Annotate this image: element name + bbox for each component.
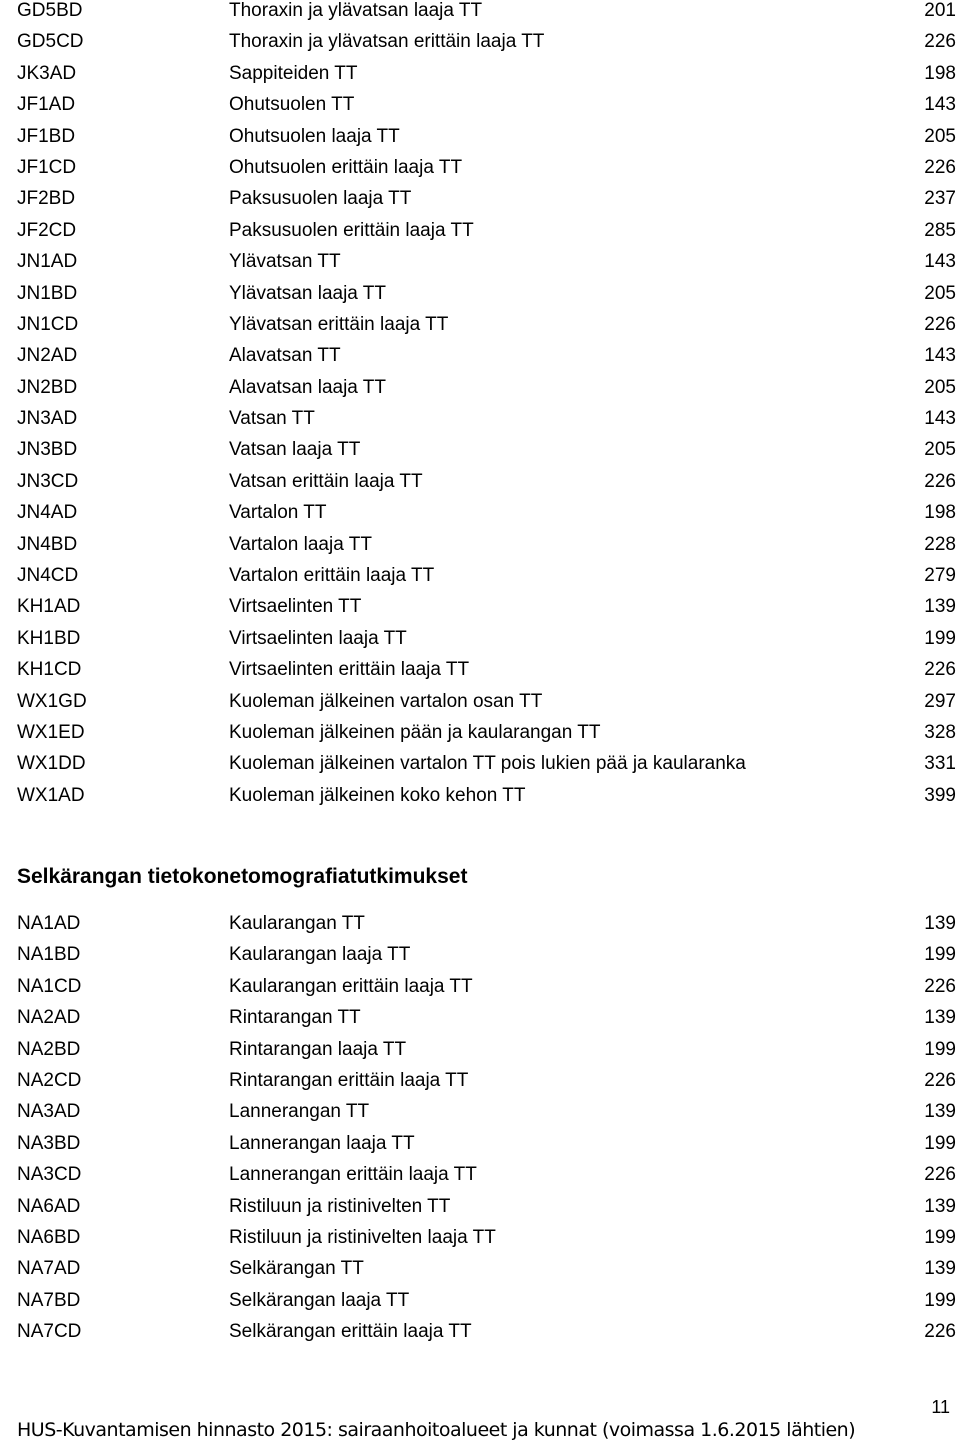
procedure-price: 226 xyxy=(924,659,956,681)
procedure-description: Kaularangan laaja TT xyxy=(229,944,411,966)
procedure-description: Selkärangan laaja TT xyxy=(229,1289,410,1311)
procedure-code: NA1CD xyxy=(17,975,82,997)
procedure-price: 139 xyxy=(924,1258,956,1280)
procedure-code: JN4AD xyxy=(17,502,78,524)
procedure-description: Virtsaelinten erittäin laaja TT xyxy=(229,659,470,681)
procedure-description: Virtsaelinten laaja TT xyxy=(229,627,407,649)
table-row xyxy=(0,1034,960,1065)
procedure-code: WX1AD xyxy=(17,784,85,806)
procedure-price: 297 xyxy=(924,690,956,712)
procedure-price: 328 xyxy=(924,721,956,743)
table-row xyxy=(0,1002,960,1033)
table-row xyxy=(0,215,960,246)
procedure-price: 199 xyxy=(924,627,956,649)
procedure-description: Ohutsuolen TT xyxy=(229,94,355,116)
procedure-price: 331 xyxy=(924,753,956,775)
procedure-price: 279 xyxy=(924,565,956,587)
table-row xyxy=(0,1253,960,1284)
procedure-code: NA7BD xyxy=(17,1289,81,1311)
procedure-description: Virtsaelinten TT xyxy=(229,596,362,618)
table-row xyxy=(0,623,960,654)
table-row xyxy=(0,89,960,120)
table-row xyxy=(0,1065,960,1096)
procedure-description: Vatsan erittäin laaja TT xyxy=(229,470,423,492)
procedure-code: GD5CD xyxy=(17,31,84,53)
procedure-code: JN3CD xyxy=(17,470,79,492)
procedure-code: JN1CD xyxy=(17,313,79,335)
table-row xyxy=(0,121,960,152)
procedure-price: 139 xyxy=(924,913,956,934)
table-row xyxy=(0,591,960,622)
procedure-price: 226 xyxy=(924,313,956,335)
procedure-description: Rintarangan erittäin laaja TT xyxy=(229,1069,469,1091)
procedure-price: 205 xyxy=(924,439,956,461)
table-row xyxy=(0,434,960,465)
procedure-price: 199 xyxy=(924,1132,956,1154)
procedure-description: Ristiluun ja ristinivelten TT xyxy=(229,1195,451,1217)
table-row xyxy=(0,654,960,685)
procedure-code: NA3BD xyxy=(17,1132,81,1154)
procedure-description: Paksusuolen erittäin laaja TT xyxy=(229,219,474,241)
procedure-description: Ristiluun ja ristinivelten laaja TT xyxy=(229,1226,496,1248)
procedure-description: Ohutsuolen erittäin laaja TT xyxy=(229,156,463,178)
procedure-description: Ylävatsan laaja TT xyxy=(229,282,387,304)
procedure-code: KH1CD xyxy=(17,659,82,681)
table-row xyxy=(0,309,960,340)
procedure-price: 237 xyxy=(924,188,956,210)
price-table-spine xyxy=(0,908,960,1347)
table-row xyxy=(0,686,960,717)
table-row xyxy=(0,466,960,497)
procedure-description: Ylävatsan erittäin laaja TT xyxy=(229,313,449,335)
procedure-code: JN3BD xyxy=(17,439,78,461)
table-row xyxy=(0,1128,960,1159)
procedure-description: Ylävatsan TT xyxy=(229,251,341,273)
procedure-code: NA2AD xyxy=(17,1007,81,1029)
procedure-code: JN1AD xyxy=(17,251,78,273)
procedure-description: Vatsan laaja TT xyxy=(229,439,361,461)
procedure-price: 199 xyxy=(924,944,956,966)
procedure-description: Rintarangan laaja TT xyxy=(229,1038,407,1060)
procedure-code: JN1BD xyxy=(17,282,78,304)
procedure-price: 226 xyxy=(924,1321,956,1343)
table-row xyxy=(0,340,960,371)
table-row xyxy=(0,748,960,779)
procedure-description: Sappiteiden TT xyxy=(229,62,358,84)
procedure-description: Thoraxin ja ylävatsan erittäin laaja TT xyxy=(229,31,545,53)
procedure-description: Kaularangan erittäin laaja TT xyxy=(229,975,473,997)
procedure-code: NA1BD xyxy=(17,944,81,966)
procedure-code: KH1AD xyxy=(17,596,81,618)
table-row xyxy=(0,1096,960,1127)
procedure-price: 226 xyxy=(924,31,956,53)
table-row xyxy=(0,1159,960,1190)
table-row xyxy=(0,560,960,591)
procedure-description: Lannerangan erittäin laaja TT xyxy=(229,1164,477,1186)
procedure-description: Kaularangan TT xyxy=(229,913,365,934)
procedure-code: JN4BD xyxy=(17,533,78,555)
procedure-description: Kuoleman jälkeinen pään ja kaularangan TT xyxy=(229,721,601,743)
procedure-price: 198 xyxy=(924,502,956,524)
procedure-code: JN2BD xyxy=(17,376,78,398)
procedure-code: NA2BD xyxy=(17,1038,81,1060)
procedure-description: Rintarangan TT xyxy=(229,1007,361,1029)
procedure-code: JF2BD xyxy=(17,188,76,210)
procedure-description: Kuoleman jälkeinen koko kehon TT xyxy=(229,784,526,806)
procedure-code: NA1AD xyxy=(17,913,81,934)
procedure-code: JF1CD xyxy=(17,156,77,178)
table-row xyxy=(0,278,960,309)
procedure-price: 226 xyxy=(924,156,956,178)
procedure-price: 205 xyxy=(924,282,956,304)
procedure-price: 201 xyxy=(924,0,956,21)
procedure-code: WX1ED xyxy=(17,721,85,743)
procedure-code: JF1BD xyxy=(17,125,76,147)
procedure-price: 143 xyxy=(924,251,956,273)
procedure-description: Vatsan TT xyxy=(229,408,315,430)
procedure-price: 143 xyxy=(924,345,956,367)
procedure-code: NA2CD xyxy=(17,1069,82,1091)
procedure-price: 143 xyxy=(924,408,956,430)
procedure-price: 198 xyxy=(924,62,956,84)
procedure-code: JF2CD xyxy=(17,219,77,241)
procedure-description: Ohutsuolen laaja TT xyxy=(229,125,400,147)
procedure-price: 139 xyxy=(924,1195,956,1217)
procedure-description: Kuoleman jälkeinen vartalon osan TT xyxy=(229,690,543,712)
procedure-price: 205 xyxy=(924,376,956,398)
procedure-description: Alavatsan laaja TT xyxy=(229,376,387,398)
table-row xyxy=(0,1191,960,1222)
procedure-code: NA7AD xyxy=(17,1258,81,1280)
procedure-price: 139 xyxy=(924,596,956,618)
procedure-code: NA3CD xyxy=(17,1164,82,1186)
procedure-price: 139 xyxy=(924,1101,956,1123)
table-row xyxy=(0,529,960,560)
procedure-description: Selkärangan erittäin laaja TT xyxy=(229,1321,472,1343)
table-row xyxy=(0,372,960,403)
table-row xyxy=(0,939,960,970)
procedure-code: JN2AD xyxy=(17,345,78,367)
procedure-price: 139 xyxy=(924,1007,956,1029)
procedure-code: WX1DD xyxy=(17,753,86,775)
procedure-code: JK3AD xyxy=(17,62,77,84)
procedure-description: Paksusuolen laaja TT xyxy=(229,188,412,210)
procedure-price: 205 xyxy=(924,125,956,147)
procedure-price: 285 xyxy=(924,219,956,241)
footer-text: HUS-Kuvantamisen hinnasto 2015: sairaanhoitoalueet ja kunnat (voimassa 1.6.2015 lähtien) xyxy=(17,1419,856,1441)
table-row xyxy=(0,971,960,1002)
procedure-code: GD5BD xyxy=(17,0,83,21)
procedure-code: NA3AD xyxy=(17,1101,81,1123)
procedure-price: 399 xyxy=(924,784,956,806)
procedure-code: NA6BD xyxy=(17,1226,81,1248)
table-row xyxy=(0,1316,960,1347)
procedure-description: Lannerangan TT xyxy=(229,1101,370,1123)
procedure-price: 226 xyxy=(924,470,956,492)
section-heading-spine: Selkärangan tietokonetomografiatutkimukset xyxy=(17,865,468,888)
procedure-description: Vartalon TT xyxy=(229,502,327,524)
table-row xyxy=(0,403,960,434)
procedure-code: WX1GD xyxy=(17,690,87,712)
procedure-price: 228 xyxy=(924,533,956,555)
procedure-description: Selkärangan TT xyxy=(229,1258,364,1280)
procedure-description: Lannerangan laaja TT xyxy=(229,1132,415,1154)
procedure-description: Kuoleman jälkeinen vartalon TT pois lukien pää ja kaularanka xyxy=(229,753,746,775)
procedure-price: 226 xyxy=(924,1069,956,1091)
procedure-price: 199 xyxy=(924,1226,956,1248)
table-row xyxy=(0,152,960,183)
procedure-price: 143 xyxy=(924,94,956,116)
table-row xyxy=(0,497,960,528)
table-row xyxy=(0,717,960,748)
procedure-description: Thoraxin ja ylävatsan laaja TT xyxy=(229,0,483,21)
table-row xyxy=(0,183,960,214)
procedure-code: JN3AD xyxy=(17,408,78,430)
procedure-code: KH1BD xyxy=(17,627,81,649)
procedure-price: 226 xyxy=(924,975,956,997)
procedure-code: JN4CD xyxy=(17,565,79,587)
table-row xyxy=(0,1285,960,1316)
procedure-code: JF1AD xyxy=(17,94,76,116)
procedure-description: Vartalon erittäin laaja TT xyxy=(229,565,435,587)
procedure-code: NA6AD xyxy=(17,1195,81,1217)
table-row xyxy=(0,1222,960,1253)
procedure-description: Vartalon laaja TT xyxy=(229,533,372,555)
procedure-description: Alavatsan TT xyxy=(229,345,341,367)
procedure-price: 226 xyxy=(924,1164,956,1186)
procedure-code: NA7CD xyxy=(17,1321,82,1343)
page-number: 11 xyxy=(931,1397,950,1417)
table-row xyxy=(0,26,960,57)
table-row xyxy=(0,780,960,811)
table-row xyxy=(0,0,960,26)
table-row xyxy=(0,908,960,939)
procedure-price: 199 xyxy=(924,1289,956,1311)
table-row xyxy=(0,246,960,277)
procedure-price: 199 xyxy=(924,1038,956,1060)
table-row xyxy=(0,58,960,89)
